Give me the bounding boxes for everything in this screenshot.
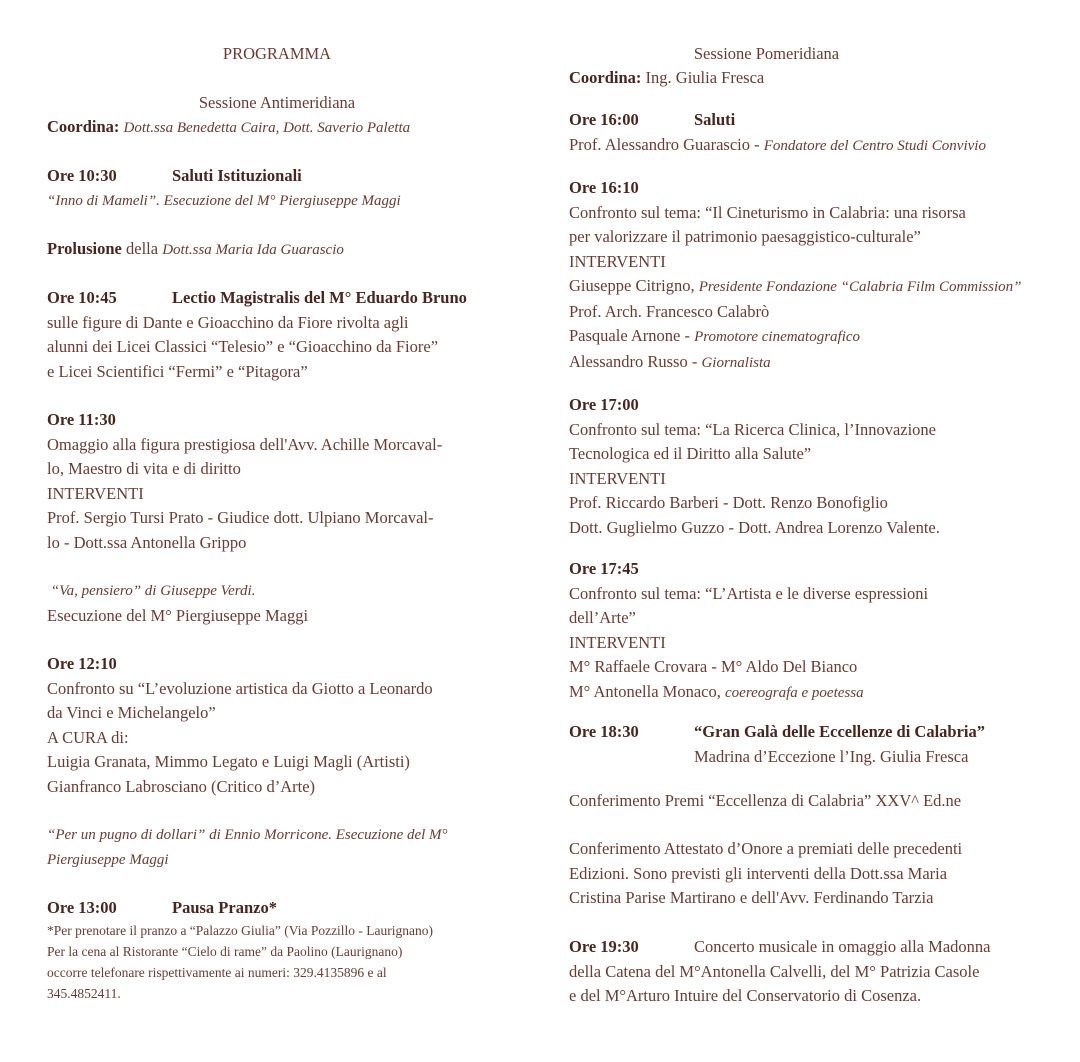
speaker: Alessandro Russo - [569,351,702,371]
event-1045 [47,286,507,384]
speaker-role: Promotore cinematografico [694,329,861,345]
event-time: Ore 16:00 [569,110,639,129]
event-title: Lectio Magistralis del M° Eduardo Bruno [172,288,467,307]
event-line: per valorizzare il patrimonio paesaggistico-culturale” [569,227,921,246]
lunch-note [47,920,507,1004]
event-line: Edizioni. Sono previsti gli interventi della Dott.ssa Maria [569,863,948,883]
music-exec: Esecuzione del M° Piergiuseppe Maggi [47,605,309,625]
speaker-role: Giornalista [701,354,771,371]
event-title: Saluti Istituzionali [172,166,302,185]
coordinator-names: Dott.ssa Benedetta Caira, Dott. Saverio Paletta [123,120,411,136]
event-line: Omaggio alla figura prestigiosa dell'Avv. Achille Morcaval- [47,434,443,454]
coordina-label: Coordina: [47,117,120,136]
event-line: Prof. Riccardo Barberi - Dott. Renzo Bonofiglio [569,493,888,512]
speaker: Pasquale Arnone - [569,326,695,345]
event-1745 [569,557,1059,705]
interventi-label: INTERVENTI [569,251,666,271]
event-1830 [569,720,1059,769]
event-time: Ore 16:10 [569,178,639,197]
event-line: alunni dei Licei Classici “Telesio” e “Gioacchino da Fiore” [47,337,439,356]
programma-heading: PROGRAMMA [222,44,332,63]
note-line: occorre telefonare rispettivamente ai numeri: 329.4135896 e al [47,965,387,980]
coordinator-afternoon [569,66,1059,91]
conferimento-premi: Conferimento Premi “Eccellenza di Calabria” XXV^ Ed.ne [569,791,962,810]
event-line: lo - Dott.ssa Antonella Grippo [47,532,247,552]
event-1300 [47,896,507,921]
event-1700 [569,393,1059,540]
speaker: M° Antonella Monaco, [569,681,725,701]
coordinator-morning [47,115,507,141]
music-title: “Va, pensiero” di Giuseppe Verdi. [47,583,256,599]
event-line: Confronto sul tema: “Il Cineturismo in Calabria: una risorsa [569,202,966,222]
event-line: A CURA di: [47,727,129,747]
event-time: Ore 19:30 [569,937,639,956]
speaker: Prof. Arch. Francesco Calabrò [569,301,770,321]
speaker-role: Presidente Fondazione “Calabria Film Commission” [698,279,1022,295]
speaker: Prof. Alessandro Guarascio - [569,134,764,154]
event-1030 [47,164,507,213]
session-title-morning: Sessione Antimeridiana [198,93,356,112]
event-1600 [569,108,1059,158]
event-time: Ore 11:30 [47,410,116,429]
event-1930 [569,935,1059,1009]
event-subtitle: Madrina d’Eccezione l’Ing. Giulia Fresca [694,746,969,766]
event-title: Pausa Pranzo* [172,898,277,917]
conferimento-attestato [569,837,1059,911]
event-line: e Licei Scientifici “Fermi” e “Pitagora” [47,361,308,381]
event-time: Ore 12:10 [47,654,117,673]
event-time: Ore 18:30 [569,722,639,741]
event-line: Prof. Sergio Tursi Prato - Giudice dott. Ulpiano Morcaval- [47,508,434,527]
event-line: Confronto sul tema: “L’Artista e le diverse espressioni [569,583,929,603]
per-un-pugno [47,823,507,872]
music-line: “Per un pugno di dollari” di Ennio Morricone. Esecuzione del M° [47,827,448,843]
event-line: dell’Arte” [569,608,636,627]
event-line: Cristina Parise Martirano e dell'Avv. Ferdinando Tarzia [569,888,934,907]
event-line: Tecnologica ed il Diritto alla Salute” [569,444,812,463]
interventi-label: INTERVENTI [47,483,144,503]
event-title: “Gran Galà delle Eccellenze di Calabria” [694,722,986,741]
coordinator-name: Ing. Giulia Fresca [641,68,765,87]
prolusione-label: Prolusione [47,239,122,258]
va-pensiero [47,579,507,628]
event-line: e del M°Arturo Intuire del Conservatorio di Cosenza. [569,986,922,1005]
event-line: sulle figure di Dante e Gioacchino da Fiore rivolta agli [47,312,409,332]
prolusione-name: Dott.ssa Maria Ida Guarascio [162,242,344,258]
interventi-label: INTERVENTI [569,468,666,488]
speaker-role: Fondatore del Centro Studi Convivio [763,137,986,154]
event-1610 [569,176,1059,375]
event-line: della Catena del M°Antonella Calvelli, del M° Patrizia Casole [569,961,980,981]
event-time: Ore 13:00 [47,898,117,917]
coordina-label: Coordina: [569,68,642,87]
event-line: da Vinci e Michelangelo” [47,703,216,722]
note-line: Per la cena al Ristorante “Cielo di rame” da Paolino (Laurignano) [47,944,403,959]
event-line: M° Raffaele Crovara - M° Aldo Del Bianco [569,657,858,676]
event-time: Ore 10:30 [47,166,117,185]
event-title: Concerto musicale in omaggio alla Madonna [694,937,991,956]
event-line: Gianfranco Labrosciano (Critico d’Arte) [47,776,316,796]
note-line: 345.4852411. [47,986,121,1001]
event-line: “Inno di Mameli”. Esecuzione del M° Piergiuseppe Maggi [47,192,401,209]
interventi-label: INTERVENTI [569,632,666,652]
event-line: Conferimento Attestato d’Onore a premiati delle precedenti [569,839,963,858]
speaker-role: coereografa e poetessa [725,684,864,701]
speaker: Giuseppe Citrigno, [569,276,699,295]
event-time: Ore 10:45 [47,288,117,307]
prolusione [47,237,507,263]
prolusione-della: della [121,239,163,258]
event-1210 [47,652,507,799]
event-title: Saluti [694,110,736,129]
event-time: Ore 17:00 [569,395,639,414]
music-line: Piergiuseppe Maggi [47,851,169,868]
session-title-afternoon: Sessione Pomeridiana [693,44,840,63]
event-1130 [47,408,507,555]
event-line: Confronto su “L’evoluzione artistica da Giotto a Leonardo [47,678,433,698]
event-line: lo, Maestro di vita e di diritto [47,459,241,478]
event-time: Ore 17:45 [569,559,639,578]
event-line: Confronto sul tema: “La Ricerca Clinica, l’Innovazione [569,419,936,439]
event-line: Luigia Granata, Mimmo Legato e Luigi Magli (Artisti) [47,752,410,771]
event-line: Dott. Guglielmo Guzzo - Dott. Andrea Lorenzo Valente. [569,517,940,537]
note-line: *Per prenotare il pranzo a “Palazzo Giulia” (Via Pozzillo - Laurignano) [47,923,434,938]
